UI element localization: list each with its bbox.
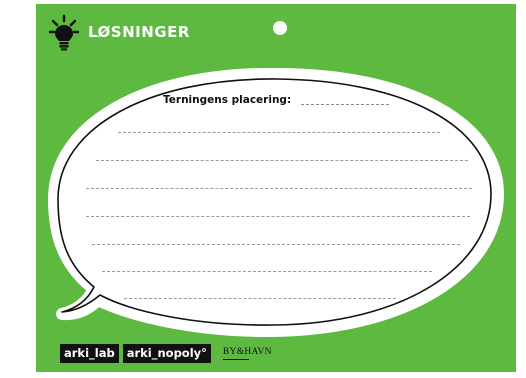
answer-line-4[interactable] bbox=[86, 216, 470, 217]
by-og-havn-rule bbox=[223, 359, 249, 360]
answer-line-7[interactable] bbox=[124, 298, 396, 299]
answer-line-1[interactable] bbox=[118, 132, 440, 133]
answer-line-3[interactable] bbox=[86, 188, 472, 189]
answer-line-2[interactable] bbox=[96, 160, 468, 161]
answer-line-5[interactable] bbox=[92, 244, 460, 245]
placement-answer-line[interactable] bbox=[301, 104, 389, 105]
arki-nopoly-logo: arki_nopoly° bbox=[123, 344, 211, 363]
by-og-havn-logo bbox=[223, 347, 272, 360]
placement-label: Terningens placering: bbox=[163, 94, 292, 106]
page-title: LØSNINGER bbox=[88, 23, 190, 41]
by-og-havn-wordmark: BY&HAVN bbox=[222, 347, 272, 357]
solutions-card bbox=[36, 4, 516, 372]
partner-logos bbox=[60, 344, 272, 363]
answer-line-6[interactable] bbox=[102, 271, 432, 272]
arki-lab-logo: arki_lab bbox=[60, 344, 119, 363]
